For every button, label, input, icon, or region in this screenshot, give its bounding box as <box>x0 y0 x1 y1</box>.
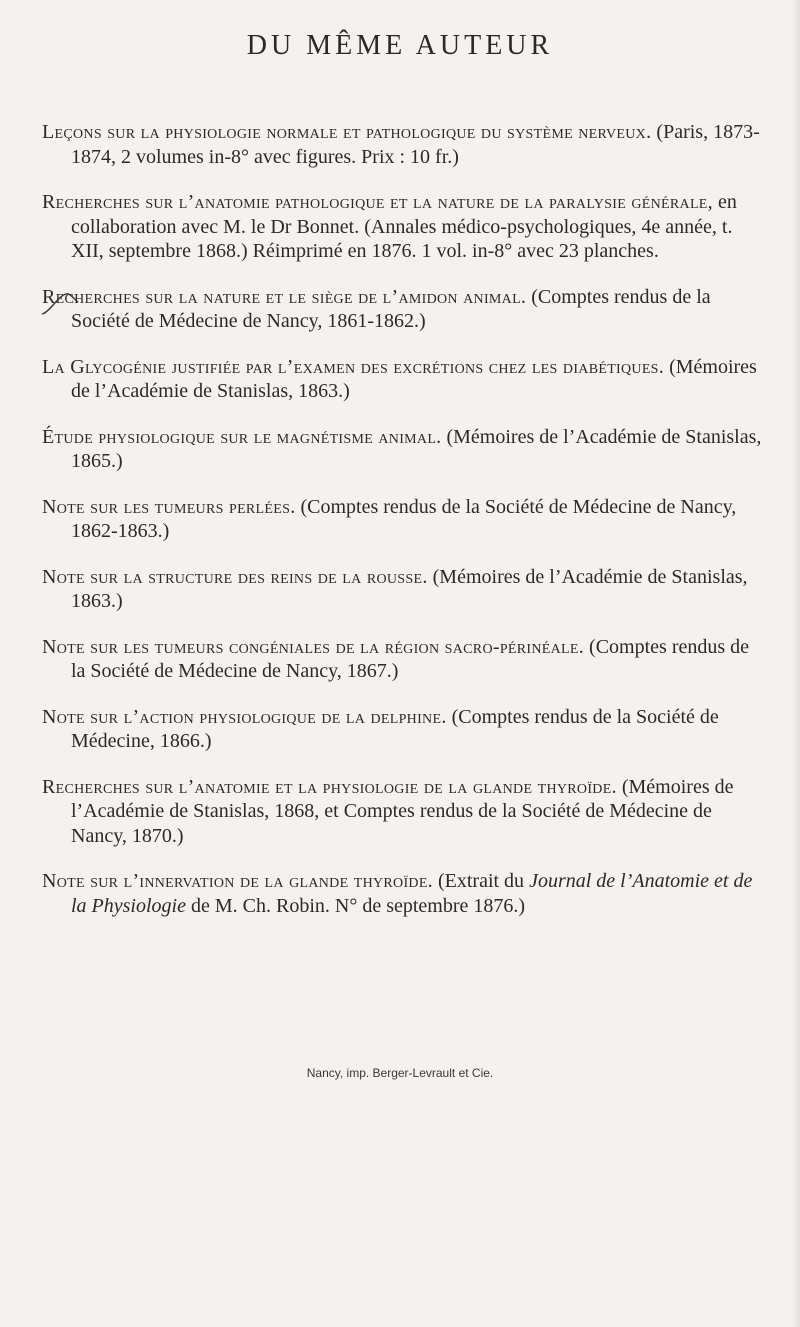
bibliography-entry <box>42 285 762 334</box>
entry-title: Note sur l’innervation de la glande thyroïde. <box>42 870 433 892</box>
entry-details: (Comptes rendus de la Société de Médecine de Nancy, 1867.) <box>71 635 750 682</box>
bibliography-entry <box>42 635 762 684</box>
entry-title: Note sur les tumeurs congéniales de la région sacro-périnéale. <box>42 635 585 658</box>
entry-details: (Comptes rendus de la Société de Médecine de Nancy, 1862-1863.) <box>71 495 737 542</box>
entry-title: Note sur les tumeurs perlées. <box>42 495 296 518</box>
entry-details: (Mémoires de l’Académie de Stanislas, 1865.) <box>71 425 762 472</box>
entry-title: Recherches sur la nature et le siège de l’amidon animal. <box>42 285 527 308</box>
bibliography-entry <box>42 190 762 264</box>
bibliography-entry <box>42 355 762 404</box>
entry-title: Note sur la structure des reins de la rousse. <box>42 565 428 588</box>
entry-title: Étude physiologique sur le magnétisme animal. <box>42 425 442 448</box>
entry-title: La Glycogénie justifiée par l’examen des excrétions chez les diabétiques. <box>42 355 665 378</box>
entry-details: (Comptes rendus de la Société de Médecine de Nancy, 1861-1862.) <box>71 285 711 332</box>
page-edge <box>792 0 800 1327</box>
entry-title: Note sur l’action physiologique de la delphine. <box>42 705 447 728</box>
bibliography-entry <box>42 869 762 918</box>
printer-imprint: Nancy, imp. Berger-Levrault et Cie. <box>306 1066 494 1080</box>
page-heading: DU MÊME AUTEUR <box>246 30 554 61</box>
entry-details: (Mémoires de l’Académie de Stanislas, 1868, et Comptes rendus de la Société de Médecine de Nancy, 1870.) <box>71 775 734 847</box>
journal-title: Journal de l’Anatomie et de la Physiologie <box>71 870 753 917</box>
entry-title: Recherches sur l’anatomie pathologique et la nature de la paralysie générale, <box>42 191 713 213</box>
ink-stroke-mark <box>40 288 80 318</box>
entry-details: (Extrait du <box>432 870 530 892</box>
entry-title: Recherches sur l’anatomie et la physiologie de la glande thyroïde. <box>42 775 617 798</box>
entry-details: (Comptes rendus de la Société de Médecine, 1866.) <box>71 705 719 752</box>
bibliography-entry <box>42 120 762 169</box>
bibliography-entry <box>42 425 762 474</box>
bibliography-list <box>42 100 762 939</box>
bibliography-entry <box>42 495 762 544</box>
entry-details: (Mémoires de l’Académie de Stanislas, 1863.) <box>71 565 748 612</box>
bibliography-entry <box>42 565 762 614</box>
entry-title: Leçons sur la physiologie normale et pathologique du système nerveux. <box>42 121 652 143</box>
entry-details: en collaboration avec M. le Dr Bonnet. (Annales médico-psychologiques, 4e année, t. XII, septembre 1868.) Réimprimé en 1876. 1 vol. in-8° avec 23 planches. <box>71 191 737 262</box>
entry-details-end: de M. Ch. Robin. N° de septembre 1876.) <box>185 894 526 917</box>
entry-details: (Paris, 1873-1874, 2 volumes in-8° avec figures. Prix : 10 fr.) <box>71 121 760 168</box>
bibliography-entry <box>42 705 762 754</box>
bibliography-entry <box>42 775 762 849</box>
entry-details: (Mémoires de l’Académie de Stanislas, 1863.) <box>71 355 757 402</box>
